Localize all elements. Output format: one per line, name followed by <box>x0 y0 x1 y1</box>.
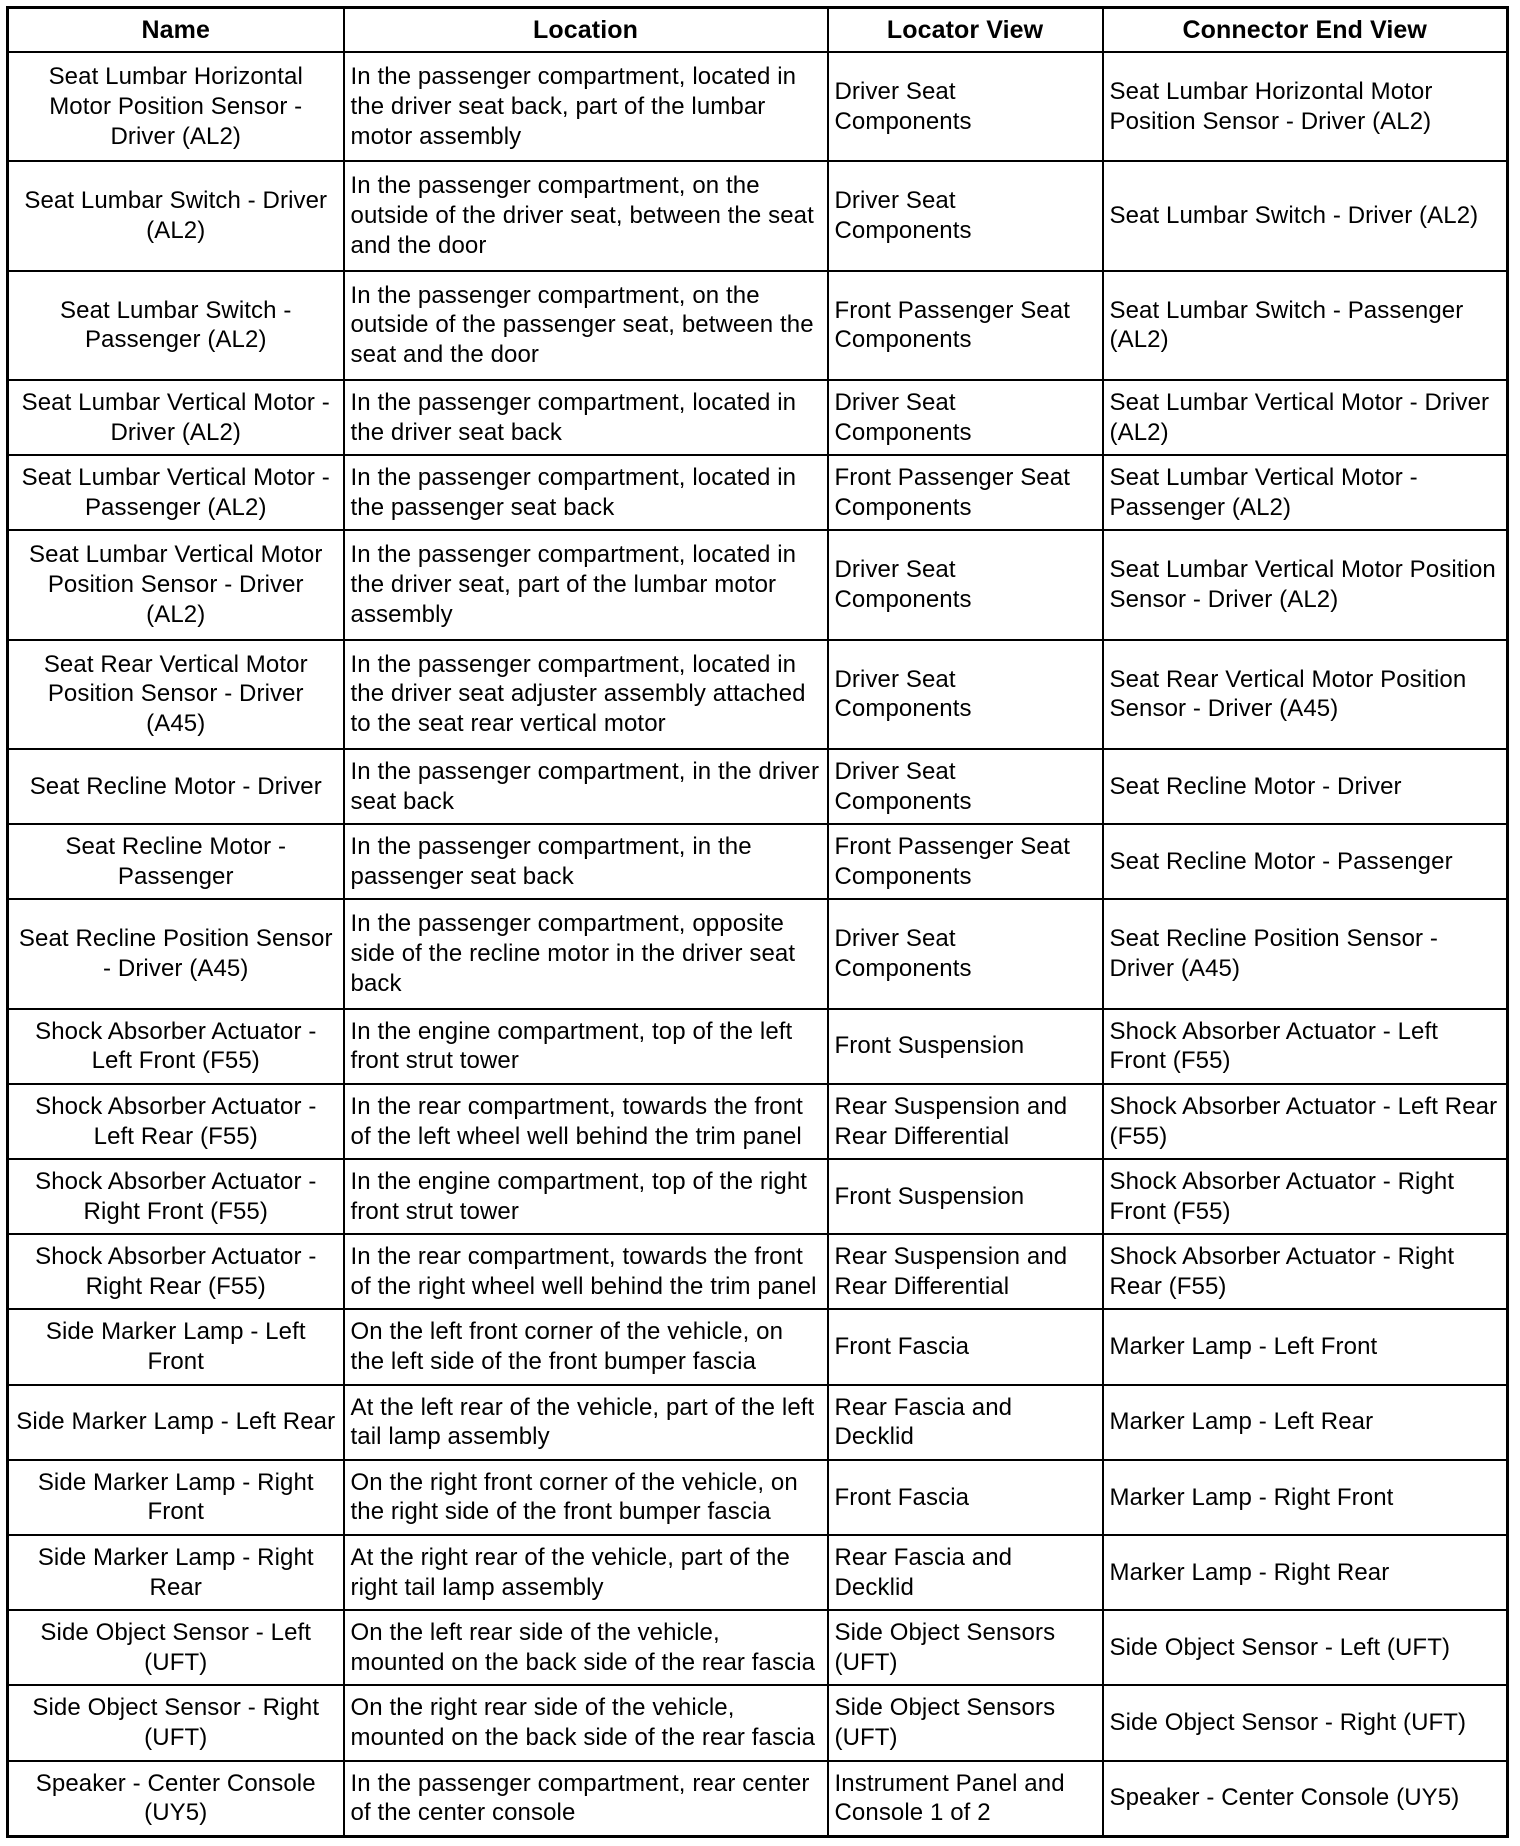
table-row <box>8 1009 1508 1084</box>
cell-locator-view: Front Fascia <box>828 1309 1103 1384</box>
cell-name: Seat Rear Vertical Motor Position Sensor - Driver (A45) <box>8 640 344 749</box>
cell-locator-view: Front Fascia <box>828 1460 1103 1535</box>
cell-connector-end-view: Side Object Sensor - Left (UFT) <box>1103 1610 1508 1685</box>
table-body <box>8 52 1508 1837</box>
cell-locator-view: Rear Fascia and Decklid <box>828 1535 1103 1610</box>
cell-location: In the passenger compartment, on the outside of the driver seat, between the seat and the door <box>344 161 828 270</box>
cell-name: Shock Absorber Actuator - Left Front (F55) <box>8 1009 344 1084</box>
cell-location: In the passenger compartment, located in the driver seat back <box>344 380 828 455</box>
cell-connector-end-view: Seat Recline Motor - Passenger <box>1103 824 1508 899</box>
cell-locator-view: Side Object Sensors (UFT) <box>828 1610 1103 1685</box>
cell-locator-view: Front Passenger Seat Components <box>828 824 1103 899</box>
cell-name: Side Marker Lamp - Right Rear <box>8 1535 344 1610</box>
cell-locator-view: Driver Seat Components <box>828 380 1103 455</box>
table-row <box>8 749 1508 824</box>
cell-name: Seat Lumbar Switch - Passenger (AL2) <box>8 271 344 380</box>
cell-connector-end-view: Seat Lumbar Vertical Motor Position Sensor - Driver (AL2) <box>1103 530 1508 639</box>
cell-locator-view: Driver Seat Components <box>828 52 1103 161</box>
cell-connector-end-view: Shock Absorber Actuator - Right Front (F55) <box>1103 1159 1508 1234</box>
cell-locator-view: Rear Suspension and Rear Differential <box>828 1084 1103 1159</box>
cell-location: In the engine compartment, top of the left front strut tower <box>344 1009 828 1084</box>
table-row <box>8 161 1508 270</box>
cell-locator-view: Rear Fascia and Decklid <box>828 1385 1103 1460</box>
cell-connector-end-view: Seat Lumbar Vertical Motor - Passenger (AL2) <box>1103 455 1508 530</box>
cell-name: Seat Lumbar Vertical Motor Position Sensor - Driver (AL2) <box>8 530 344 639</box>
cell-location: In the passenger compartment, rear center of the center console <box>344 1761 828 1837</box>
table-row <box>8 899 1508 1008</box>
cell-location: In the rear compartment, towards the front of the left wheel well behind the trim panel <box>344 1084 828 1159</box>
table-row <box>8 1309 1508 1384</box>
cell-connector-end-view: Seat Recline Motor - Driver <box>1103 749 1508 824</box>
cell-connector-end-view: Speaker - Center Console (UY5) <box>1103 1761 1508 1837</box>
cell-name: Side Object Sensor - Left (UFT) <box>8 1610 344 1685</box>
cell-connector-end-view: Shock Absorber Actuator - Left Front (F55) <box>1103 1009 1508 1084</box>
cell-name: Side Object Sensor - Right (UFT) <box>8 1685 344 1760</box>
table-row <box>8 640 1508 749</box>
cell-locator-view: Front Passenger Seat Components <box>828 455 1103 530</box>
cell-connector-end-view: Marker Lamp - Right Rear <box>1103 1535 1508 1610</box>
cell-name: Side Marker Lamp - Right Front <box>8 1460 344 1535</box>
cell-location: At the left rear of the vehicle, part of the left tail lamp assembly <box>344 1385 828 1460</box>
table-row <box>8 1084 1508 1159</box>
cell-name: Seat Lumbar Vertical Motor - Passenger (AL2) <box>8 455 344 530</box>
table-row <box>8 271 1508 380</box>
cell-location: In the passenger compartment, in the passenger seat back <box>344 824 828 899</box>
cell-connector-end-view: Marker Lamp - Right Front <box>1103 1460 1508 1535</box>
cell-name: Seat Lumbar Switch - Driver (AL2) <box>8 161 344 270</box>
cell-name: Seat Recline Motor - Passenger <box>8 824 344 899</box>
cell-connector-end-view: Marker Lamp - Left Rear <box>1103 1385 1508 1460</box>
cell-location: In the passenger compartment, located in the driver seat adjuster assembly attached to the seat rear vertical motor <box>344 640 828 749</box>
header-locator-view: Locator View <box>828 8 1103 53</box>
cell-connector-end-view: Side Object Sensor - Right (UFT) <box>1103 1685 1508 1760</box>
cell-location: On the left rear side of the vehicle, mounted on the back side of the rear fascia <box>344 1610 828 1685</box>
table-row <box>8 1685 1508 1760</box>
cell-location: On the right front corner of the vehicle, on the right side of the front bumper fascia <box>344 1460 828 1535</box>
table-row <box>8 530 1508 639</box>
table-row <box>8 1610 1508 1685</box>
cell-locator-view: Driver Seat Components <box>828 749 1103 824</box>
cell-connector-end-view: Seat Lumbar Horizontal Motor Position Sensor - Driver (AL2) <box>1103 52 1508 161</box>
cell-location: In the rear compartment, towards the front of the right wheel well behind the trim panel <box>344 1234 828 1309</box>
cell-connector-end-view: Marker Lamp - Left Front <box>1103 1309 1508 1384</box>
cell-locator-view: Front Passenger Seat Components <box>828 271 1103 380</box>
cell-location: In the passenger compartment, located in the driver seat, part of the lumbar motor assembly <box>344 530 828 639</box>
cell-name: Shock Absorber Actuator - Right Rear (F55) <box>8 1234 344 1309</box>
cell-location: In the engine compartment, top of the right front strut tower <box>344 1159 828 1234</box>
table-row <box>8 455 1508 530</box>
cell-name: Shock Absorber Actuator - Left Rear (F55) <box>8 1084 344 1159</box>
table-row <box>8 824 1508 899</box>
cell-location: In the passenger compartment, in the driver seat back <box>344 749 828 824</box>
cell-connector-end-view: Seat Lumbar Vertical Motor - Driver (AL2) <box>1103 380 1508 455</box>
cell-location: In the passenger compartment, on the outside of the passenger seat, between the seat and the door <box>344 271 828 380</box>
cell-locator-view: Instrument Panel and Console 1 of 2 <box>828 1761 1103 1837</box>
table-row <box>8 1761 1508 1837</box>
cell-locator-view: Driver Seat Components <box>828 161 1103 270</box>
cell-name: Shock Absorber Actuator - Right Front (F55) <box>8 1159 344 1234</box>
cell-location: On the left front corner of the vehicle, on the left side of the front bumper fascia <box>344 1309 828 1384</box>
cell-locator-view: Side Object Sensors (UFT) <box>828 1685 1103 1760</box>
cell-connector-end-view: Seat Lumbar Switch - Passenger (AL2) <box>1103 271 1508 380</box>
cell-connector-end-view: Shock Absorber Actuator - Right Rear (F55) <box>1103 1234 1508 1309</box>
cell-name: Seat Recline Motor - Driver <box>8 749 344 824</box>
header-name: Name <box>8 8 344 53</box>
header-connector-end-view: Connector End View <box>1103 8 1508 53</box>
cell-connector-end-view: Shock Absorber Actuator - Left Rear (F55) <box>1103 1084 1508 1159</box>
cell-connector-end-view: Seat Lumbar Switch - Driver (AL2) <box>1103 161 1508 270</box>
cell-name: Seat Lumbar Horizontal Motor Position Sensor - Driver (AL2) <box>8 52 344 161</box>
cell-locator-view: Driver Seat Components <box>828 899 1103 1008</box>
table-row <box>8 1159 1508 1234</box>
cell-location: In the passenger compartment, located in the driver seat back, part of the lumbar motor assembly <box>344 52 828 161</box>
cell-name: Speaker - Center Console (UY5) <box>8 1761 344 1837</box>
component-locator-table <box>6 6 1509 1838</box>
cell-connector-end-view: Seat Rear Vertical Motor Position Sensor - Driver (A45) <box>1103 640 1508 749</box>
cell-locator-view: Front Suspension <box>828 1159 1103 1234</box>
cell-locator-view: Rear Suspension and Rear Differential <box>828 1234 1103 1309</box>
cell-locator-view: Driver Seat Components <box>828 530 1103 639</box>
cell-name: Side Marker Lamp - Left Front <box>8 1309 344 1384</box>
cell-connector-end-view: Seat Recline Position Sensor - Driver (A45) <box>1103 899 1508 1008</box>
cell-location: At the right rear of the vehicle, part of the right tail lamp assembly <box>344 1535 828 1610</box>
cell-locator-view: Driver Seat Components <box>828 640 1103 749</box>
cell-name: Seat Recline Position Sensor - Driver (A45) <box>8 899 344 1008</box>
cell-name: Side Marker Lamp - Left Rear <box>8 1385 344 1460</box>
table-row <box>8 1234 1508 1309</box>
header-row <box>8 8 1508 53</box>
cell-name: Seat Lumbar Vertical Motor - Driver (AL2) <box>8 380 344 455</box>
cell-location: On the right rear side of the vehicle, mounted on the back side of the rear fascia <box>344 1685 828 1760</box>
table-row <box>8 380 1508 455</box>
cell-location: In the passenger compartment, located in the passenger seat back <box>344 455 828 530</box>
cell-locator-view: Front Suspension <box>828 1009 1103 1084</box>
table-row <box>8 52 1508 161</box>
cell-location: In the passenger compartment, opposite side of the recline motor in the driver seat back <box>344 899 828 1008</box>
header-location: Location <box>344 8 828 53</box>
table-row <box>8 1460 1508 1535</box>
table-row <box>8 1385 1508 1460</box>
table-row <box>8 1535 1508 1610</box>
